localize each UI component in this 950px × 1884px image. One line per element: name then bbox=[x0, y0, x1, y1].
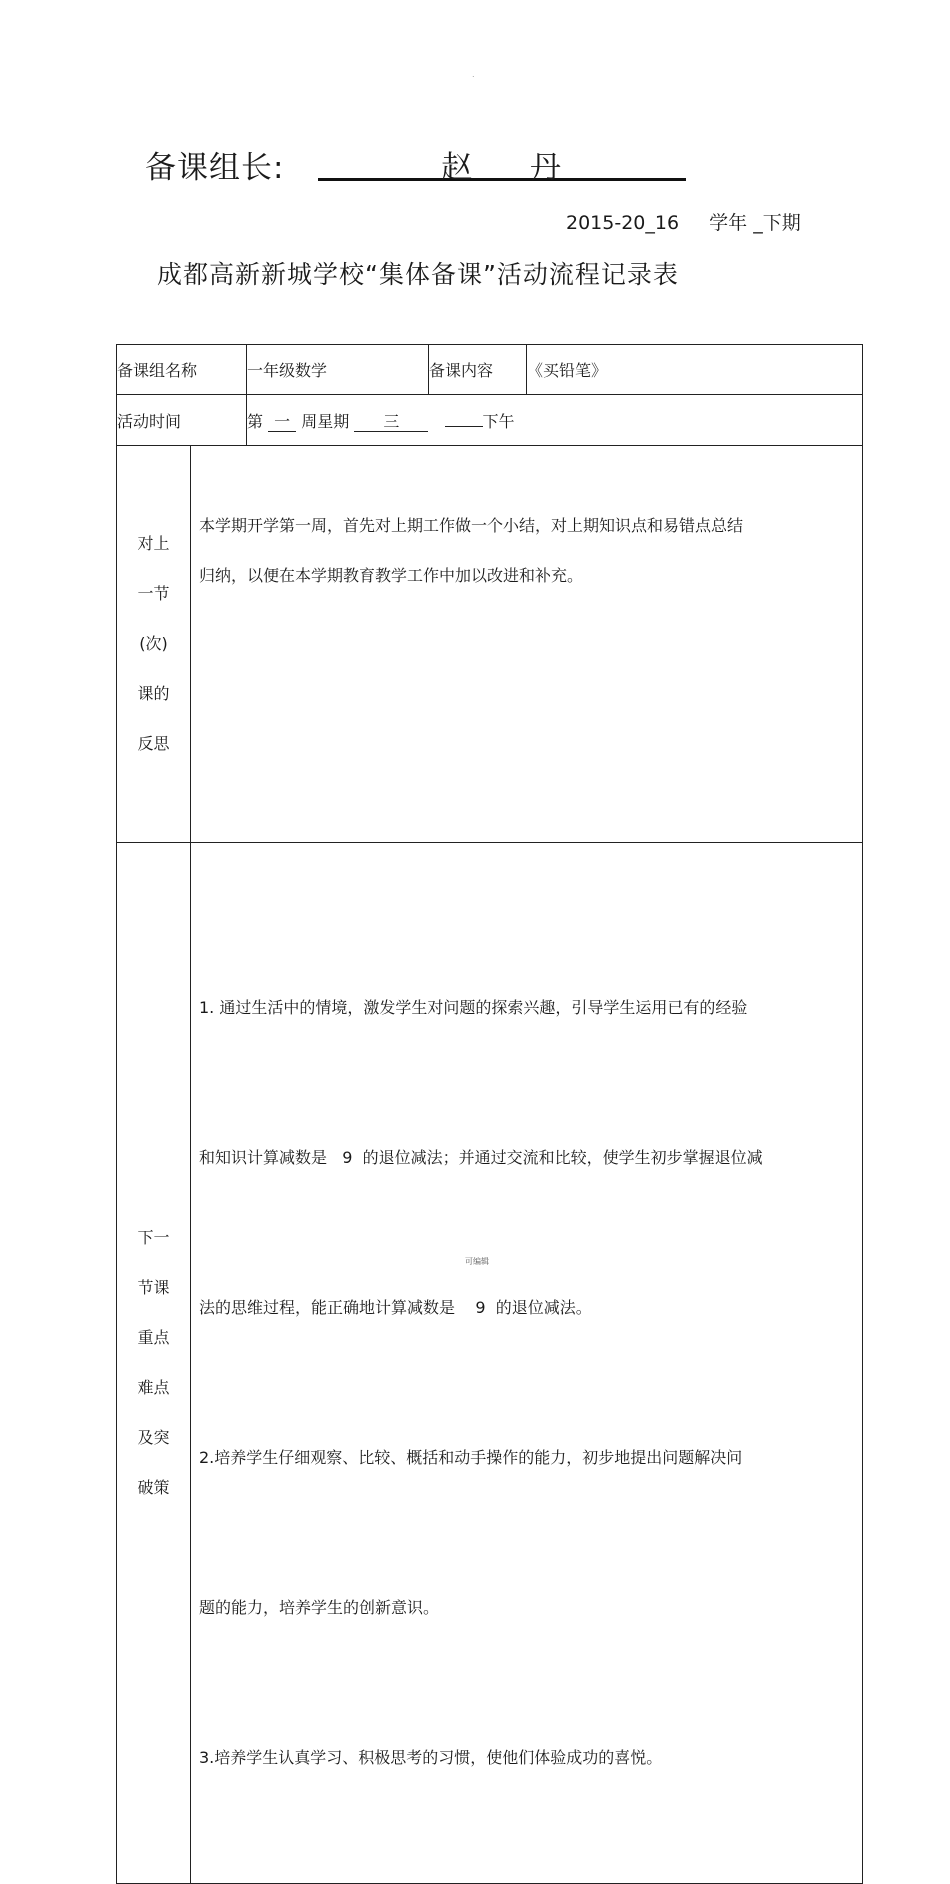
leader-label: 备课组长: bbox=[145, 150, 285, 186]
time-weekday: 三 bbox=[354, 413, 428, 432]
time-week: 一 bbox=[268, 413, 296, 432]
lesson-content-value: 《买铅笔》 bbox=[527, 345, 863, 395]
top-mark: . bbox=[472, 70, 475, 79]
reflection-line: 归纳，以便在本学期教育教学工作中加以改进和补充。 bbox=[199, 566, 584, 585]
lesson-content-label: 备课内容 bbox=[429, 345, 527, 395]
time-period: 下午 bbox=[482, 411, 515, 431]
reflection-label-line: 一节 bbox=[137, 584, 170, 603]
term-value: 学年 _下期 bbox=[709, 212, 801, 234]
table-row bbox=[117, 843, 863, 1884]
table-row bbox=[117, 345, 863, 395]
next-label-line: 及突 bbox=[137, 1428, 170, 1447]
next-line: 和知识计算减数是 9 的退位减法；并通过交流和比较，使学生初步掌握退位减 bbox=[199, 1148, 763, 1167]
reflection-label-line: 对上 bbox=[137, 534, 170, 553]
next-label-line: 难点 bbox=[137, 1378, 170, 1397]
next-label-line: 重点 bbox=[137, 1328, 170, 1347]
next-line: 法的思维过程，能正确地计算减数是 9 的退位减法。 bbox=[199, 1298, 592, 1317]
leader-name-second: 丹 bbox=[530, 150, 561, 186]
next-label-line: 下一 bbox=[137, 1228, 170, 1247]
reflection-line: 本学期开学第一周，首先对上期工作做一个小结，对上期知识点和易错点总结 bbox=[199, 516, 744, 535]
reflection-label bbox=[117, 446, 191, 843]
next-line: 3.培养学生认真学习、积极思考的习惯，使他们体验成功的喜悦。 bbox=[199, 1748, 663, 1767]
next-label-line: 节课 bbox=[137, 1278, 170, 1297]
next-line: 2.培养学生仔细观察、比较、概括和动手操作的能力，初步地提出问题解决问 bbox=[199, 1448, 743, 1467]
next-lesson-content bbox=[191, 843, 863, 1884]
activity-time-value bbox=[247, 395, 863, 446]
group-name-label: 备课组名称 bbox=[117, 345, 247, 395]
reflection-content bbox=[191, 446, 863, 843]
group-name-value: 一年级数学 bbox=[247, 345, 429, 395]
school-year bbox=[566, 208, 801, 235]
next-line: 1. 通过生活中的情境，激发学生对问题的探索兴趣，引导学生运用已有的经验 bbox=[199, 998, 748, 1017]
table-row bbox=[117, 446, 863, 843]
time-di: 第 bbox=[247, 411, 264, 431]
activity-time-label: 活动时间 bbox=[117, 395, 247, 446]
time-weekday-label: 周星期 bbox=[301, 411, 350, 431]
next-line: 题的能力，培养学生的创新意识。 bbox=[199, 1598, 440, 1617]
next-label-line: 破策 bbox=[137, 1478, 170, 1497]
footer-note: 可编辑 bbox=[465, 1257, 489, 1266]
record-table bbox=[116, 344, 863, 1884]
leader-name-first: 赵 bbox=[441, 150, 472, 186]
next-lesson-label bbox=[117, 843, 191, 1884]
leader-underline bbox=[318, 140, 686, 181]
reflection-label-line: 课的 bbox=[137, 684, 170, 703]
year-value: 2015-20_16 bbox=[566, 212, 680, 234]
reflection-label-line: (次) bbox=[139, 634, 168, 653]
page-title: 成都高新新城学校“集体备课”活动流程记录表 bbox=[157, 260, 679, 289]
reflection-label-line: 反思 bbox=[137, 734, 170, 753]
time-blank bbox=[445, 426, 483, 427]
table-row bbox=[117, 395, 863, 446]
